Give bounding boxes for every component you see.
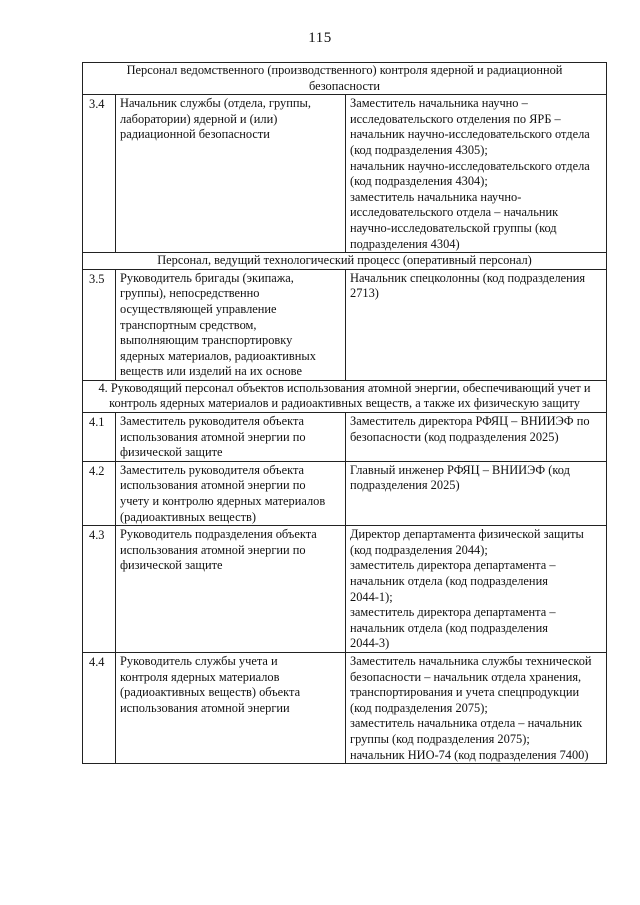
- equivalent-line: Главный инженер РФЯЦ – ВНИИЭФ (код: [350, 462, 570, 477]
- equivalent-line: исследовательского отделения по ЯРБ –: [350, 111, 561, 126]
- equivalent-cell: [346, 461, 607, 525]
- section-heading: [83, 63, 607, 95]
- position-line: (радиоактивных веществ): [120, 509, 256, 524]
- position-line: использования атомной энергии по: [120, 542, 306, 557]
- equivalent-line: Заместитель начальника научно –: [350, 96, 528, 111]
- table-row: [83, 652, 607, 763]
- equivalent-line: исследовательского отдела – начальник: [350, 205, 559, 220]
- personnel-table-body: [83, 63, 607, 764]
- equivalent-line: 2044-3): [350, 636, 390, 651]
- equivalent-line: подразделения 2025): [350, 478, 460, 493]
- equivalent-line: начальник научно-исследовательского отдела: [350, 158, 590, 173]
- position-line: Руководитель бригады (экипажа,: [120, 270, 294, 285]
- position-cell: [116, 269, 346, 380]
- position-cell: [116, 413, 346, 462]
- equivalent-cell: [346, 95, 607, 253]
- equivalent-cell: [346, 269, 607, 380]
- equivalent-cell: [346, 413, 607, 462]
- equivalent-line: Заместитель начальника службы технической: [350, 653, 592, 668]
- equivalent-line: Директор департамента физической защиты: [350, 527, 584, 542]
- position-cell: [116, 526, 346, 653]
- position-line: использования атомной энергии по: [120, 429, 306, 444]
- position-line: ядерных материалов, радиоактивных: [120, 348, 316, 363]
- position-line: Начальник службы (отдела, группы,: [120, 96, 311, 111]
- equivalent-line: (код подразделения 2044);: [350, 542, 488, 557]
- table-row: [83, 526, 607, 653]
- equivalent-line: заместитель начальника научно-: [350, 189, 522, 204]
- section-heading: [83, 380, 607, 412]
- row-number: 3.4: [83, 95, 116, 253]
- position-line: учету и контролю ядерных материалов: [120, 494, 326, 509]
- position-cell: [116, 461, 346, 525]
- equivalent-line: (код подразделения 2075);: [350, 700, 488, 715]
- position-line: использования атомной энергии по: [120, 478, 306, 493]
- position-line: веществ или изделий на их основе: [120, 364, 302, 379]
- section-heading-line: Персонал ведомственного (производственного) контроля ядерной и радиационной: [126, 63, 563, 77]
- section-heading-line: контроль ядерных материалов и радиоактивных веществ, а также их физическую защиту: [109, 396, 580, 411]
- position-line: группы), непосредственно: [120, 286, 260, 301]
- row-number: 4.1: [83, 413, 116, 462]
- equivalent-line: безопасности – начальник отдела хранения,: [350, 669, 582, 684]
- row-number: 4.4: [83, 652, 116, 763]
- position-cell: [116, 652, 346, 763]
- position-line: Руководитель подразделения объекта: [120, 527, 317, 542]
- row-number: 4.2: [83, 461, 116, 525]
- equivalent-line: начальник отдела (код подразделения: [350, 574, 548, 588]
- equivalent-line: заместитель директора департамента –: [350, 605, 556, 620]
- position-cell: [116, 95, 346, 253]
- position-line: Заместитель руководителя объекта: [120, 414, 305, 429]
- table-row: [83, 95, 607, 253]
- page-number: 115: [308, 30, 332, 46]
- position-line: Руководитель службы учета и: [120, 653, 278, 668]
- position-line: контроля ядерных материалов: [120, 669, 280, 684]
- section-heading-line: 4. Руководящий персонал объектов использования атомной энергии, обеспечивающий учет и: [98, 380, 591, 395]
- section-heading-row: [83, 63, 607, 95]
- table-row: [83, 269, 607, 380]
- equivalent-line: группы (код подразделения 2075);: [350, 731, 530, 746]
- equivalent-line: 2044-1);: [350, 589, 393, 604]
- equivalent-line: начальник НИО-74 (код подразделения 7400): [350, 747, 589, 762]
- position-line: радиационной безопасности: [120, 127, 270, 142]
- position-line: физической защите: [120, 558, 223, 573]
- equivalent-line: заместитель начальника отдела – начальник: [350, 716, 583, 731]
- section-heading-line: безопасности: [308, 78, 381, 93]
- equivalent-cell: [346, 652, 607, 763]
- equivalent-line: заместитель директора департамента –: [350, 558, 556, 573]
- position-line: использования атомной энергии: [120, 700, 290, 715]
- equivalent-cell: [346, 526, 607, 653]
- position-line: (радиоактивных веществ) объекта: [120, 685, 301, 700]
- row-number: 3.5: [83, 269, 116, 380]
- equivalent-line: начальник отдела (код подразделения: [350, 620, 548, 635]
- position-line: транспортным средством,: [120, 317, 257, 332]
- position-line: осуществляющей управление: [120, 301, 277, 316]
- personnel-table: [82, 62, 607, 764]
- equivalent-line: начальник научно-исследовательского отдела: [350, 127, 590, 142]
- section-heading-line: Персонал, ведущий технологический процесс (оперативный персонал): [157, 253, 532, 268]
- row-number: 4.3: [83, 526, 116, 653]
- equivalent-line: Заместитель директора РФЯЦ – ВНИИЭФ по: [350, 414, 590, 429]
- position-line: физической защите: [120, 445, 223, 460]
- equivalent-line: 2713): [350, 286, 379, 301]
- equivalent-line: Начальник спецколонны (код подразделения: [350, 270, 586, 285]
- equivalent-line: (код подразделения 4304);: [350, 174, 488, 189]
- equivalent-line: (код подразделения 4305);: [350, 142, 488, 157]
- section-heading-row: [83, 253, 607, 270]
- position-line: лаборатории) ядерной и (или): [120, 111, 278, 126]
- section-heading: [83, 253, 607, 270]
- equivalent-line: подразделения 4304): [350, 236, 460, 251]
- table-row: [83, 413, 607, 462]
- equivalent-line: транспортирования и учета спецпродукции: [350, 685, 580, 700]
- section-heading-row: [83, 380, 607, 412]
- position-line: выполняющим транспортировку: [120, 333, 293, 348]
- table-row: [83, 461, 607, 525]
- equivalent-line: безопасности (код подразделения 2025): [350, 429, 559, 444]
- position-line: Заместитель руководителя объекта: [120, 462, 305, 477]
- equivalent-line: научно-исследовательской группы (код: [350, 220, 557, 235]
